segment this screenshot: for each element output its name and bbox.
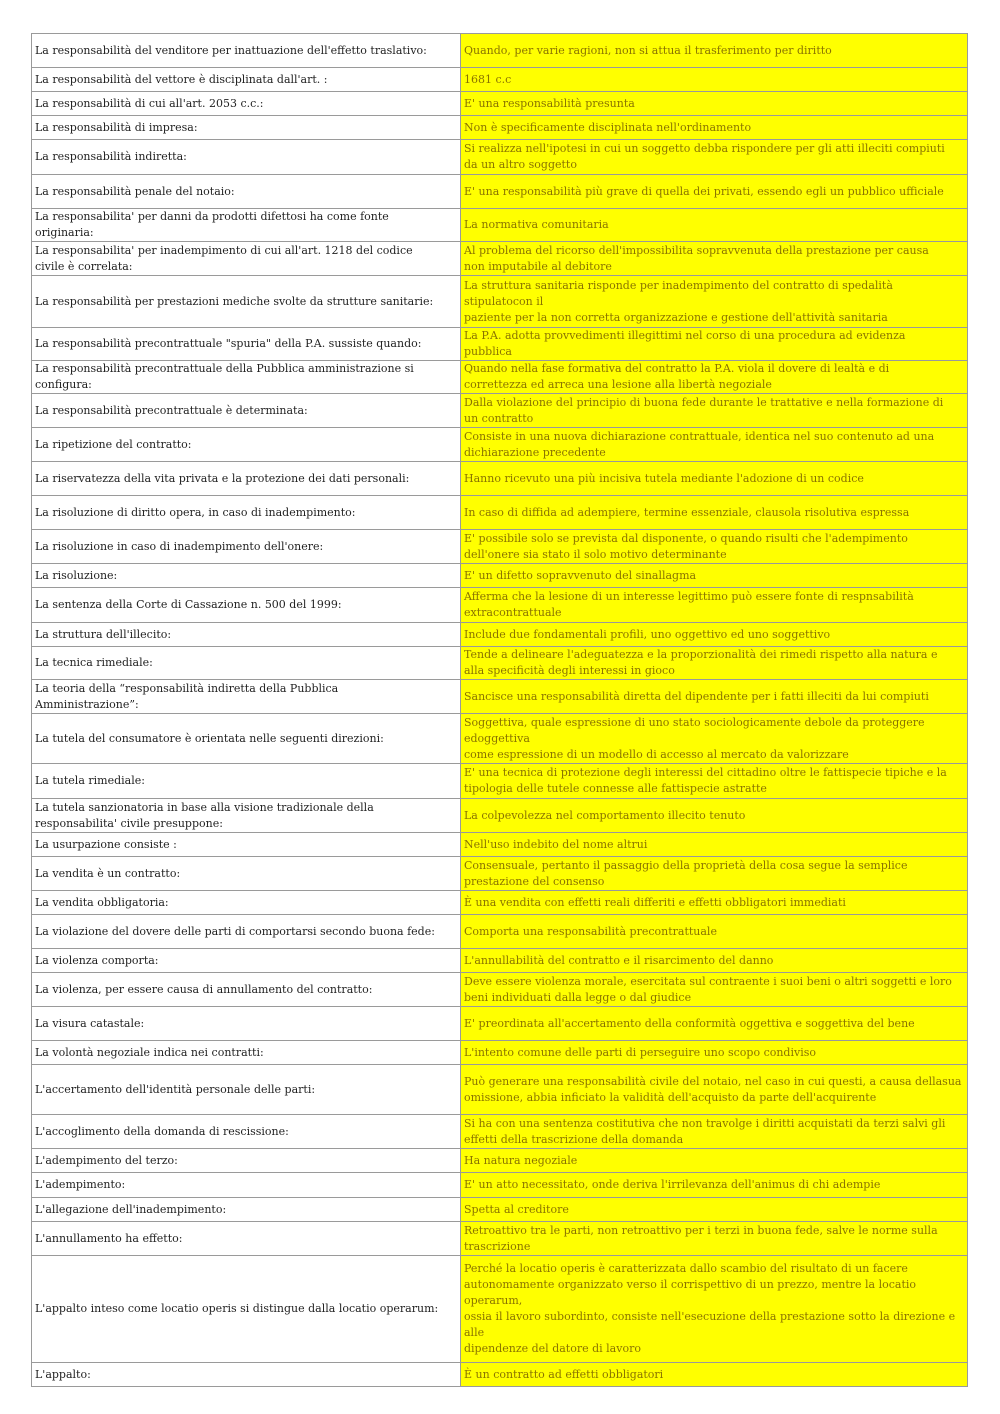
- question-cell: La responsabilità del venditore per inattuazione dell'effetto traslativo:: [32, 34, 461, 68]
- question-cell: L'allegazione dell'inadempimento:: [32, 1198, 461, 1222]
- answer-cell: È un contratto ad effetti obbligatori: [461, 1363, 968, 1387]
- answer-cell: Retroattivo tra le parti, non retroattivo per i terzi in buona fede, salve le norme sulla trascrizione: [461, 1222, 968, 1256]
- table-row: [32, 949, 968, 973]
- answer-cell: E' una responsabilità più grave di quella dei privati, essendo egli un pubblico ufficiale: [461, 175, 968, 209]
- answer-cell: Si realizza nell'ipotesi in cui un soggetto debba rispondere per gli atti illeciti compiuti da un altro soggetto: [461, 140, 968, 175]
- question-cell: L'adempimento:: [32, 1173, 461, 1198]
- table-row: [32, 116, 968, 140]
- answer-cell: E' un atto necessitato, onde deriva l'irrilevanza dell'animus di chi adempie: [461, 1173, 968, 1198]
- table-row: [32, 1065, 968, 1115]
- answer-cell: E' possibile solo se prevista dal disponente, o quando risulti che l'adempimento dell'onere sia stato il solo motivo determinante: [461, 530, 968, 564]
- question-cell: La vendita obbligatoria:: [32, 891, 461, 915]
- table-row: [32, 1256, 968, 1363]
- table-row: [32, 1363, 968, 1387]
- table-row: [32, 34, 968, 68]
- answer-cell: E' una responsabilità presunta: [461, 92, 968, 116]
- table-row: [32, 462, 968, 496]
- table-row: [32, 428, 968, 462]
- question-cell: L'accertamento dell'identità personale delle parti:: [32, 1065, 461, 1115]
- table-row: [32, 1173, 968, 1198]
- table-row: [32, 1041, 968, 1065]
- table-row: [32, 394, 968, 428]
- question-cell: La sentenza della Corte di Cassazione n. 500 del 1999:: [32, 588, 461, 623]
- question-cell: La riservatezza della vita privata e la protezione dei dati personali:: [32, 462, 461, 496]
- table-row: [32, 1222, 968, 1256]
- answer-cell: Spetta al creditore: [461, 1198, 968, 1222]
- answer-cell: Perché la locatio operis è caratterizzata dallo scambio del risultato di un facere autonomamente organizzato verso il corrispettivo di un prezzo, mentre la locatio operarum, ossia il lavoro subordinto, consiste nell'esecuzione della prestazione sotto la direzione e alle dipendenze del datore di lavoro: [461, 1256, 968, 1363]
- table-row: [32, 714, 968, 764]
- table-row: [32, 833, 968, 857]
- answer-cell: La normativa comunitaria: [461, 209, 968, 242]
- question-cell: La responsabilità penale del notaio:: [32, 175, 461, 209]
- question-cell: La violenza comporta:: [32, 949, 461, 973]
- table-row: [32, 209, 968, 242]
- question-cell: La volontà negoziale indica nei contratti:: [32, 1041, 461, 1065]
- table-row: [32, 1007, 968, 1041]
- question-cell: La responsabilità di impresa:: [32, 116, 461, 140]
- answer-cell: Può generare una responsabilità civile del notaio, nel caso in cui questi, a causa dellasua omissione, abbia inficiato la validità dell'acquisto da parte dell'acquirente: [461, 1065, 968, 1115]
- quiz-table: [31, 33, 968, 1387]
- table-row: [32, 361, 968, 394]
- answer-cell: Non è specificamente disciplinata nell'ordinamento: [461, 116, 968, 140]
- quiz-table-body: [32, 34, 968, 1387]
- answer-cell: Consiste in una nuova dichiarazione contrattuale, identica nel suo contenuto ad una dichiarazione precedente: [461, 428, 968, 462]
- question-cell: L'accoglimento della domanda di rescissione:: [32, 1115, 461, 1149]
- table-row: [32, 1198, 968, 1222]
- answer-cell: Include due fondamentali profili, uno oggettivo ed uno soggettivo: [461, 623, 968, 647]
- question-cell: La tutela del consumatore è orientata nelle seguenti direzioni:: [32, 714, 461, 764]
- question-cell: La risoluzione in caso di inadempimento dell'onere:: [32, 530, 461, 564]
- question-cell: La usurpazione consiste :: [32, 833, 461, 857]
- table-row: [32, 623, 968, 647]
- table-row: [32, 496, 968, 530]
- question-cell: La responsabilita' per inadempimento di cui all'art. 1218 del codice civile è correlata:: [32, 242, 461, 276]
- answer-cell: E' un difetto sopravvenuto del sinallagma: [461, 564, 968, 588]
- question-cell: L'adempimento del terzo:: [32, 1149, 461, 1173]
- answer-cell: Comporta una responsabilità precontrattuale: [461, 915, 968, 949]
- question-cell: L'appalto:: [32, 1363, 461, 1387]
- answer-cell: In caso di diffida ad adempiere, termine essenziale, clausola risolutiva espressa: [461, 496, 968, 530]
- answer-cell: Al problema del ricorso dell'impossibilita sopravvenuta della prestazione per causa non imputabile al debitore: [461, 242, 968, 276]
- question-cell: La responsabilità precontrattuale è determinata:: [32, 394, 461, 428]
- question-cell: La responsabilità indiretta:: [32, 140, 461, 175]
- answer-cell: La colpevolezza nel comportamento illecito tenuto: [461, 799, 968, 833]
- question-cell: La vendita è un contratto:: [32, 857, 461, 891]
- table-row: [32, 1149, 968, 1173]
- table-row: [32, 973, 968, 1007]
- question-cell: La risoluzione:: [32, 564, 461, 588]
- question-cell: La responsabilità di cui all'art. 2053 c.c.:: [32, 92, 461, 116]
- question-cell: La responsabilità precontrattuale della Pubblica amministrazione si configura:: [32, 361, 461, 394]
- question-cell: La visura catastale:: [32, 1007, 461, 1041]
- answer-cell: Soggettiva, quale espressione di uno stato sociologicamente debole da proteggere edoggettiva come espressione di un modello di accesso al mercato da valorizzare: [461, 714, 968, 764]
- question-cell: La tutela rimediale:: [32, 764, 461, 799]
- answer-cell: Sancisce una responsabilità diretta del dipendente per i fatti illeciti da lui compiuti: [461, 680, 968, 714]
- question-cell: La responsabilità per prestazioni mediche svolte da strutture sanitarie:: [32, 276, 461, 328]
- table-row: [32, 530, 968, 564]
- answer-cell: 1681 c.c: [461, 68, 968, 92]
- answer-cell: Afferma che la lesione di un interesse legittimo può essere fonte di respnsabilità extracontrattuale: [461, 588, 968, 623]
- answer-cell: La P.A. adotta provvedimenti illegittimi nel corso di una procedura ad evidenza pubblica: [461, 328, 968, 361]
- question-cell: La responsabilità del vettore è disciplinata dall'art. :: [32, 68, 461, 92]
- quiz-table-sheet: [31, 33, 968, 1387]
- answer-cell: Deve essere violenza morale, esercitata sul contraente i suoi beni o altri soggetti e loro beni individuati dalla legge o dal giudice: [461, 973, 968, 1007]
- answer-cell: Si ha con una sentenza costitutiva che non travolge i diritti acquistati da terzi salvi gli effetti della trascrizione della domanda: [461, 1115, 968, 1149]
- question-cell: La responsabilita' per danni da prodotti difettosi ha come fonte originaria:: [32, 209, 461, 242]
- table-row: [32, 891, 968, 915]
- answer-cell: La struttura sanitaria risponde per inadempimento del contratto di spedalità stipulatocon il paziente per la non corretta organizzazione e gestione dell'attività sanitaria: [461, 276, 968, 328]
- answer-cell: Ha natura negoziale: [461, 1149, 968, 1173]
- answer-cell: L'annullabilità del contratto e il risarcimento del danno: [461, 949, 968, 973]
- question-cell: La violenza, per essere causa di annullamento del contratto:: [32, 973, 461, 1007]
- answer-cell: Consensuale, pertanto il passaggio della proprietà della cosa segue la semplice prestazione del consenso: [461, 857, 968, 891]
- table-row: [32, 140, 968, 175]
- table-row: [32, 680, 968, 714]
- question-cell: L'appalto inteso come locatio operis si distingue dalla locatio operarum:: [32, 1256, 461, 1363]
- question-cell: La risoluzione di diritto opera, in caso di inadempimento:: [32, 496, 461, 530]
- answer-cell: Tende a delineare l'adeguatezza e la proporzionalità dei rimedi rispetto alla natura e alla specificità degli interessi in gioco: [461, 647, 968, 680]
- table-row: [32, 588, 968, 623]
- question-cell: La tutela sanzionatoria in base alla visione tradizionale della responsabilita' civile presuppone:: [32, 799, 461, 833]
- answer-cell: Quando nella fase formativa del contratto la P.A. viola il dovere di lealtà e di correttezza ed arreca una lesione alla libertà negoziale: [461, 361, 968, 394]
- answer-cell: Dalla violazione del principio di buona fede durante le trattative e nella formazione di un contratto: [461, 394, 968, 428]
- answer-cell: Nell'uso indebito del nome altrui: [461, 833, 968, 857]
- answer-cell: E' una tecnica di protezione degli interessi del cittadino oltre le fattispecie tipiche e la tipologia delle tutele connesse alle fattispecie astratte: [461, 764, 968, 799]
- table-row: [32, 915, 968, 949]
- question-cell: La teoria della “responsabilità indiretta della Pubblica Amministrazione”:: [32, 680, 461, 714]
- answer-cell: Quando, per varie ragioni, non si attua il trasferimento per diritto: [461, 34, 968, 68]
- table-row: [32, 857, 968, 891]
- question-cell: La violazione del dovere delle parti di comportarsi secondo buona fede:: [32, 915, 461, 949]
- table-row: [32, 92, 968, 116]
- table-row: [32, 647, 968, 680]
- table-row: [32, 175, 968, 209]
- question-cell: La responsabilità precontrattuale "spuria" della P.A. sussiste quando:: [32, 328, 461, 361]
- table-row: [32, 564, 968, 588]
- answer-cell: L'intento comune delle parti di perseguire uno scopo condiviso: [461, 1041, 968, 1065]
- answer-cell: Hanno ricevuto una più incisiva tutela mediante l'adozione di un codice: [461, 462, 968, 496]
- question-cell: La tecnica rimediale:: [32, 647, 461, 680]
- table-row: [32, 799, 968, 833]
- table-row: [32, 328, 968, 361]
- question-cell: La ripetizione del contratto:: [32, 428, 461, 462]
- question-cell: La struttura dell'illecito:: [32, 623, 461, 647]
- table-row: [32, 764, 968, 799]
- table-row: [32, 68, 968, 92]
- answer-cell: E' preordinata all'accertamento della conformità oggettiva e soggettiva del bene: [461, 1007, 968, 1041]
- table-row: [32, 242, 968, 276]
- question-cell: L'annullamento ha effetto:: [32, 1222, 461, 1256]
- table-row: [32, 1115, 968, 1149]
- answer-cell: È una vendita con effetti reali differiti e effetti obbligatori immediati: [461, 891, 968, 915]
- table-row: [32, 276, 968, 328]
